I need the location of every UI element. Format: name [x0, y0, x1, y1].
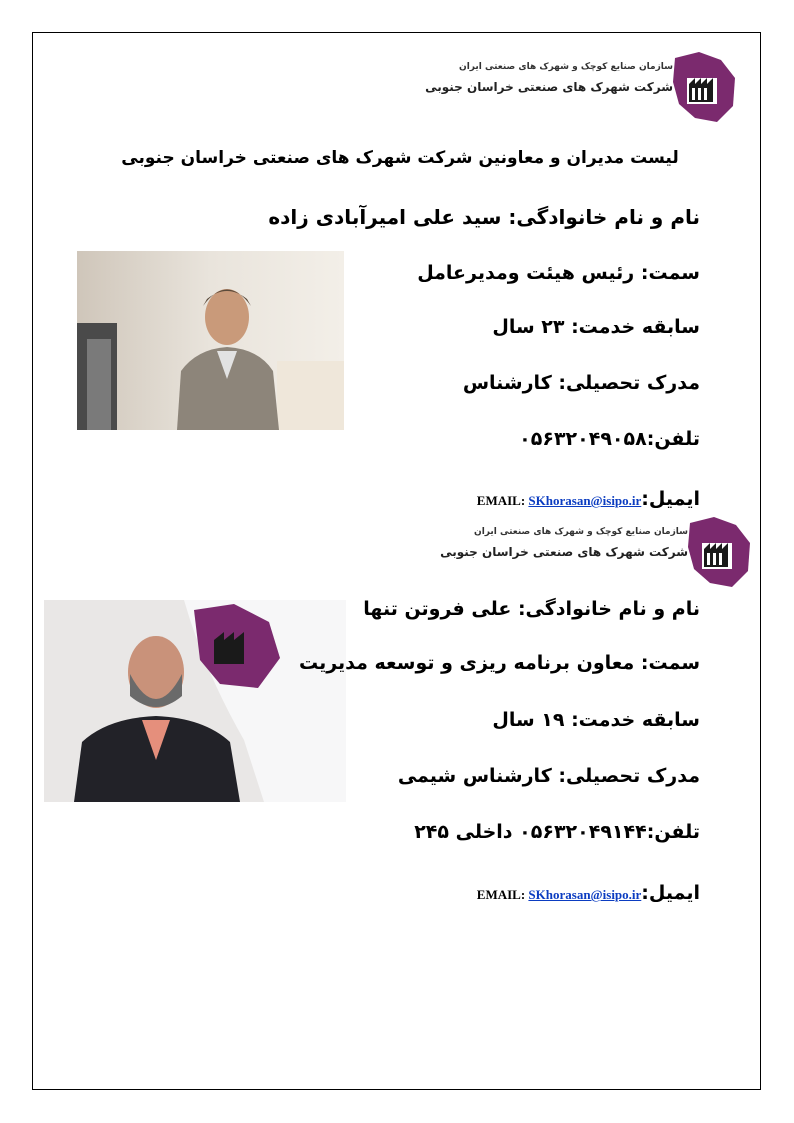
manager-1-name: نام و نام خانوادگی: سید علی امیرآبادی زاده	[268, 205, 700, 229]
company-logo-icon	[684, 513, 756, 591]
manager-2-email-prefix: EMAIL:	[476, 887, 526, 902]
manager-2-phone: تلفن:۰۵۶۳۲۰۴۹۱۴۴ داخلی ۲۴۵	[414, 821, 700, 843]
manager-1-experience: سابقه خدمت: ۲۳ سال	[492, 316, 700, 338]
manager-2-email-link[interactable]: SKhorasan@isipo.ir	[528, 887, 642, 902]
logo-org-line: سازمان صنایع کوچک و شهرک های صنعتی ایران	[474, 527, 688, 537]
manager-2-degree: مدرک تحصیلی: کارشناس شیمی	[397, 765, 700, 787]
manager-2-photo	[44, 600, 346, 802]
logo-company-line: شرکت شهرک های صنعتی خراسان جنوبی	[425, 80, 673, 94]
manager-2-position: سمت: معاون برنامه ریزی و توسعه مدیریت	[298, 652, 700, 674]
manager-1-email-label: ایمیل:	[641, 488, 700, 510]
manager-1-email-line	[473, 488, 700, 510]
manager-2-email-label: ایمیل:	[641, 882, 700, 904]
manager-2-email-text	[477, 887, 642, 903]
company-logo-2	[440, 513, 756, 591]
logo-company-line: شرکت شهرک های صنعتی خراسان جنوبی	[440, 545, 688, 559]
logo-org-line: سازمان صنایع کوچک و شهرک های صنعتی ایران	[459, 62, 673, 72]
company-logo-icon	[669, 48, 741, 126]
manager-1-email-link[interactable]: SKhorasan@isipo.ir	[528, 493, 642, 508]
manager-1-email-text	[477, 493, 642, 509]
manager-2-email-line	[473, 882, 700, 904]
manager-1-position: سمت: رئیس هیئت ومدیرعامل	[417, 262, 700, 284]
manager-1-degree: مدرک تحصیلی: کارشناس	[462, 372, 700, 394]
manager-1-email-prefix: EMAIL:	[476, 493, 526, 508]
manager-1-photo	[77, 251, 344, 430]
company-logo	[425, 48, 741, 126]
page-title: لیست مدیران و معاونین شرکت شهرک های صنعتی خراسان جنوبی	[121, 148, 679, 168]
manager-1-phone: تلفن:۰۵۶۳۲۰۴۹۰۵۸	[519, 428, 700, 450]
manager-2-name: نام و نام خانوادگی: علی فروتن تنها	[363, 598, 700, 620]
manager-2-experience: سابقه خدمت: ۱۹ سال	[492, 709, 700, 731]
